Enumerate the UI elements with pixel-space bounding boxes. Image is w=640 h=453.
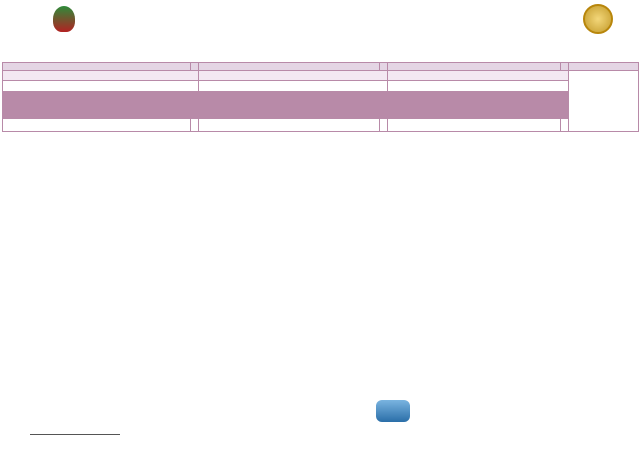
side-summary [569, 71, 639, 132]
project-row [3, 119, 639, 132]
project-step-number [199, 119, 380, 132]
lesson-topic [3, 81, 199, 92]
week-range [388, 71, 569, 81]
signature-line [30, 426, 120, 435]
lesson-number [380, 63, 388, 71]
project-step-number [388, 119, 561, 132]
lesson-topic [199, 81, 388, 92]
weeks-row [3, 71, 639, 81]
arabic-dept-emblem-icon [53, 6, 75, 32]
curriculum-table [2, 62, 639, 132]
lesson-topic [388, 81, 569, 92]
week-range [199, 71, 388, 81]
signature-block [20, 426, 130, 435]
ministry-emblem-icon [583, 4, 613, 34]
dept-seal [358, 400, 428, 422]
lesson-number [191, 63, 199, 71]
lesson-number [561, 63, 569, 71]
lesson-label [388, 63, 561, 71]
project-step [191, 119, 199, 132]
topics-row [3, 81, 639, 92]
unit-number [569, 63, 639, 71]
lesson-label [3, 63, 191, 71]
week-range [3, 71, 199, 81]
project-step-number [3, 119, 191, 132]
lesson-label [199, 63, 380, 71]
project-label-cell [561, 119, 569, 132]
left-logo [8, 6, 120, 32]
lesson-header-row [3, 63, 639, 71]
right-logo [568, 4, 628, 34]
page-header [0, 0, 640, 58]
seal-icon [376, 400, 410, 422]
project-step [380, 119, 388, 132]
